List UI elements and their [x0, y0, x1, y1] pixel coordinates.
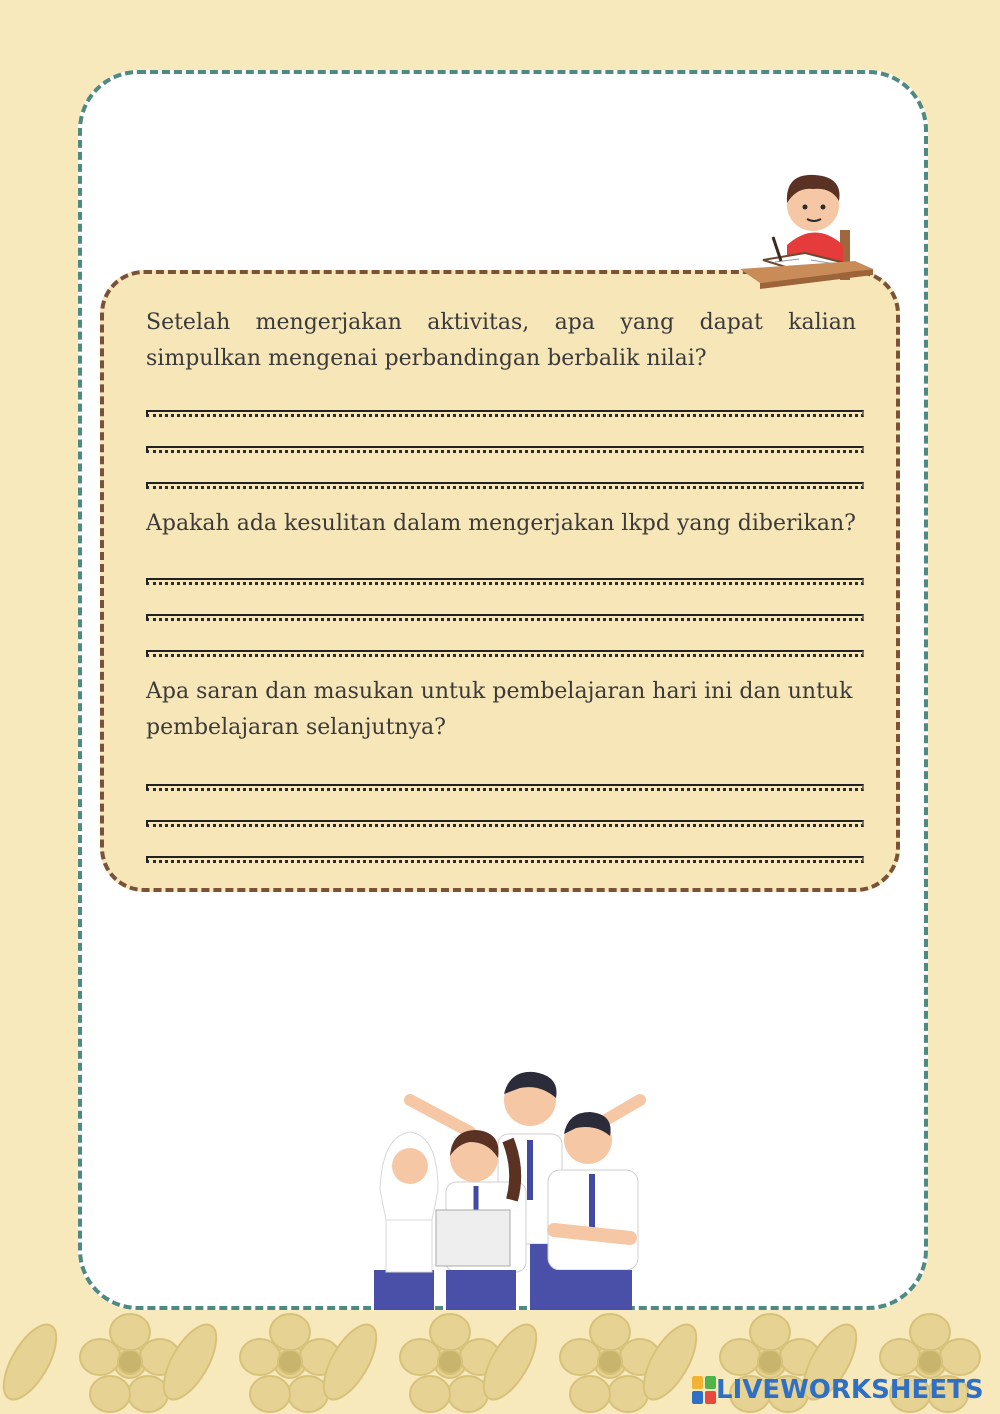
question-1-answer-line-2[interactable] [146, 446, 864, 453]
question-3-answer-line-3[interactable] [146, 856, 864, 863]
question-2-answer-line-2[interactable] [146, 614, 864, 621]
liveworksheets-icon [692, 1376, 716, 1404]
liveworksheets-wordmark: LIVEWORKSHEETS [716, 1375, 984, 1405]
boy-writing-illustration [735, 165, 875, 300]
question-3-answer-line-1[interactable] [146, 784, 864, 791]
question-1-text: Setelah mengerjakan aktivitas, apa yang dapat kalian simpulkan mengenai perbandingan berbalik nilai? [146, 310, 856, 371]
students-illustration [370, 1070, 660, 1310]
question-3-text: Apa saran dan masukan untuk pembelajaran hari ini dan untuk pembelajaran selanjutnya? [146, 679, 853, 740]
question-1-answer-line-1[interactable] [146, 410, 864, 417]
liveworksheets-logo [692, 1374, 984, 1406]
question-2-answer-line-1[interactable] [146, 578, 864, 585]
question-1-answer-line-3[interactable] [146, 482, 864, 489]
question-2-answer-line-3[interactable] [146, 650, 864, 657]
question-3-answer-line-2[interactable] [146, 820, 864, 827]
question-2-text: Apakah ada kesulitan dalam mengerjakan lkpd yang diberikan? [146, 511, 856, 536]
